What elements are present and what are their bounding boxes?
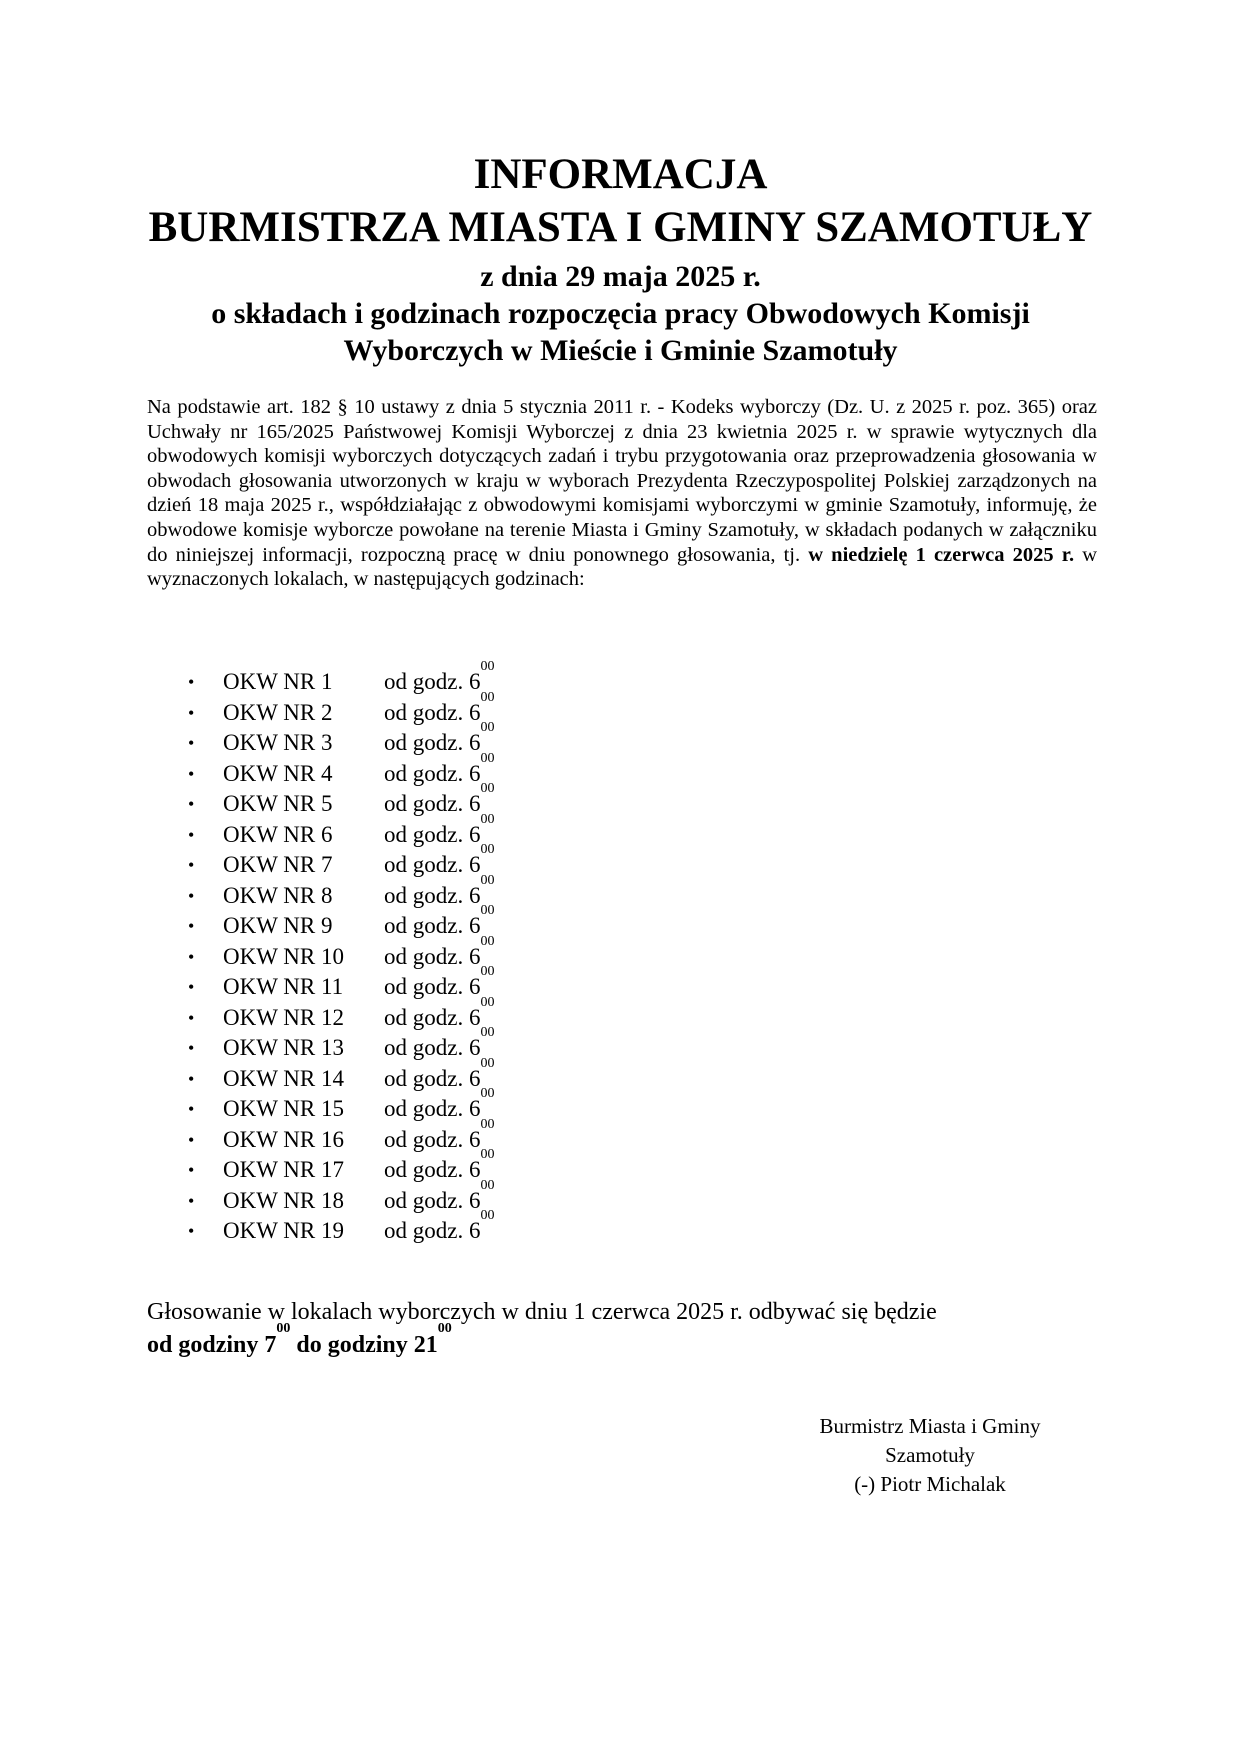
okw-name: OKW NR 3 bbox=[223, 730, 333, 755]
bullet-icon: • bbox=[188, 1038, 195, 1058]
signature-block bbox=[760, 1412, 1100, 1499]
okw-name: OKW NR 15 bbox=[223, 1096, 344, 1121]
voting-from-text: od godziny 7 bbox=[147, 1332, 277, 1358]
okw-start-time bbox=[384, 659, 495, 698]
okw-start-time-hour: od godz. 6 bbox=[384, 1126, 481, 1152]
bullet-icon: • bbox=[188, 1099, 195, 1119]
bullet-icon: • bbox=[188, 916, 195, 936]
okw-start-time-minutes: 00 bbox=[480, 1055, 495, 1071]
bullet-icon: • bbox=[188, 1007, 195, 1028]
okw-start-time-hour: od godz. 6 bbox=[384, 882, 481, 908]
okw-start-time-minutes: 00 bbox=[480, 1025, 495, 1040]
okw-list-item bbox=[0, 1147, 1241, 1186]
document-date: z dnia 29 maja 2025 r. bbox=[480, 260, 761, 293]
okw-start-time-minutes: 00 bbox=[480, 964, 495, 979]
okw-list-item bbox=[0, 659, 1241, 698]
okw-list-item bbox=[0, 781, 1241, 820]
okw-start-time bbox=[384, 933, 495, 973]
voting-hours-line-2 bbox=[147, 1321, 1107, 1362]
okw-start-time-minutes: 00 bbox=[480, 842, 495, 857]
okw-start-time-minutes: 00 bbox=[480, 1086, 495, 1101]
okw-start-time-minutes: 00 bbox=[480, 872, 495, 888]
voting-hours bbox=[147, 1296, 1107, 1362]
okw-start-time bbox=[384, 872, 495, 912]
okw-start-time-minutes: 00 bbox=[480, 811, 495, 827]
okw-start-time bbox=[384, 964, 495, 1003]
okw-start-time bbox=[384, 842, 495, 881]
okw-start-time-hour: od godz. 6 bbox=[384, 1218, 481, 1243]
okw-list-item bbox=[0, 1177, 1241, 1217]
okw-start-time bbox=[384, 1116, 495, 1156]
okw-name: OKW NR 10 bbox=[223, 943, 344, 969]
okw-start-time bbox=[384, 781, 495, 820]
bullet-icon: • bbox=[188, 1160, 195, 1180]
okw-name: OKW NR 19 bbox=[223, 1218, 344, 1243]
okw-start-time-hour: od godz. 6 bbox=[384, 1187, 481, 1213]
okw-list-item bbox=[0, 994, 1241, 1034]
okw-start-time-hour: od godz. 6 bbox=[384, 943, 481, 969]
okw-start-time-hour: od godz. 6 bbox=[384, 791, 481, 816]
document-title: INFORMACJA bbox=[473, 151, 768, 198]
okw-start-time-hour: od godz. 6 bbox=[384, 1004, 481, 1030]
body-paragraph bbox=[147, 395, 1097, 592]
okw-start-time-hour: od godz. 6 bbox=[384, 669, 481, 694]
bullet-icon: • bbox=[188, 977, 195, 997]
okw-start-time bbox=[384, 1086, 495, 1125]
bullet-icon: • bbox=[188, 946, 195, 967]
okw-start-time-minutes: 00 bbox=[480, 933, 495, 949]
voting-from-minutes: 00 bbox=[276, 1321, 291, 1336]
bullet-icon: • bbox=[188, 1129, 195, 1150]
okw-start-time-minutes: 00 bbox=[480, 750, 495, 766]
okw-name: OKW NR 9 bbox=[223, 913, 333, 938]
okw-name: OKW NR 17 bbox=[223, 1157, 344, 1182]
document-authority: BURMISTRZA MIASTA I GMINY SZAMOTUŁY bbox=[148, 204, 1093, 251]
bullet-icon: • bbox=[188, 1068, 195, 1089]
okw-start-time-minutes: 00 bbox=[480, 994, 495, 1010]
okw-start-time-hour: od godz. 6 bbox=[384, 1065, 481, 1091]
okw-list-item bbox=[0, 842, 1241, 881]
body-paragraph-start: Na podstawie art. 182 § 10 ustawy z dnia 5 stycznia 2011 r. - Kodeks wyborczy (Dz. U. z 2025 r. poz. 365) oraz Uchwały nr 165/2025 Państwowej Komisji Wyborczej z dnia 23 kwietnia 2025 r. w sprawie wytycznych dla obwodowych komisji wyborczych dotyczących zadań i trybu przygotowania oraz przeprowadzenia głosowania w obwodach głosowania utworzonych w kraju w wyborach Prezydenta Rzeczypospolitej Polskiej zarządzonych na dzień 18 maja 2025 r., współdziałając z obwodowymi komisjami wyborczymi w gminie Szamotuły, informuję, że obwodowe komisje wyborcze powołane na terenie Miasta i Gminy Szamotuły, w składach podanych w załączniku do niniejszej informacji, rozpoczną pracę w dniu ponownego głosowania, tj. bbox=[147, 396, 1097, 566]
okw-list-item bbox=[0, 964, 1241, 1003]
okw-start-time-minutes: 00 bbox=[480, 659, 495, 674]
signature-line-1: Burmistrz Miasta i Gminy bbox=[819, 1414, 1041, 1438]
voting-hours-line-1: Głosowanie w lokalach wyborczych w dniu 1 czerwca 2025 r. odbywać się będzie bbox=[147, 1299, 937, 1325]
okw-list-item bbox=[0, 1055, 1241, 1095]
okw-list-item bbox=[0, 720, 1241, 759]
voting-to-text: do godziny 21 bbox=[290, 1332, 438, 1358]
bullet-icon: • bbox=[188, 855, 195, 875]
bullet-icon: • bbox=[188, 763, 195, 784]
okw-start-time-minutes: 00 bbox=[480, 1208, 495, 1223]
document-subject-line-2: Wyborczych w Mieście i Gminie Szamotuły bbox=[343, 334, 898, 367]
okw-start-time-hour: od godz. 6 bbox=[384, 1157, 481, 1182]
okw-start-time bbox=[384, 994, 495, 1034]
okw-start-time-hour: od godz. 6 bbox=[384, 1096, 481, 1121]
document-subject-line-1: o składach i godzinach rozpoczęcia pracy Obwodowych Komisji bbox=[211, 297, 1030, 330]
okw-list-item bbox=[0, 872, 1241, 912]
okw-start-time bbox=[384, 689, 495, 729]
bullet-icon: • bbox=[188, 1221, 195, 1241]
okw-list-item bbox=[0, 689, 1241, 729]
bullet-icon: • bbox=[188, 824, 195, 845]
bullet-icon: • bbox=[188, 733, 195, 753]
okw-list-item bbox=[0, 1086, 1241, 1125]
okw-list-item bbox=[0, 750, 1241, 790]
okw-start-time-minutes: 00 bbox=[480, 781, 495, 796]
okw-start-time-hour: od godz. 6 bbox=[384, 1035, 481, 1060]
okw-name: OKW NR 18 bbox=[223, 1187, 344, 1213]
okw-start-time bbox=[384, 1177, 495, 1217]
voting-to-minutes: 00 bbox=[437, 1321, 452, 1336]
bullet-icon: • bbox=[188, 1190, 195, 1211]
okw-name: OKW NR 1 bbox=[223, 669, 333, 694]
okw-start-time bbox=[384, 720, 495, 759]
okw-list-item bbox=[0, 1025, 1241, 1064]
okw-list-item bbox=[0, 1208, 1241, 1247]
okw-start-time-minutes: 00 bbox=[480, 1147, 495, 1162]
body-paragraph-date-emphasis: w niedzielę 1 czerwca 2025 r. bbox=[808, 543, 1075, 566]
bullet-icon: • bbox=[188, 702, 195, 723]
signature-line-3: (-) Piotr Michalak bbox=[854, 1472, 1006, 1496]
okw-start-time bbox=[384, 750, 495, 790]
signature-line-2: Szamotuły bbox=[885, 1443, 975, 1467]
okw-start-time-minutes: 00 bbox=[480, 689, 495, 705]
okw-start-time-minutes: 00 bbox=[480, 1177, 495, 1193]
okw-name: OKW NR 6 bbox=[223, 821, 333, 847]
okw-start-time-hour: od godz. 6 bbox=[384, 852, 481, 877]
okw-name: OKW NR 13 bbox=[223, 1035, 344, 1060]
okw-start-time-hour: od godz. 6 bbox=[384, 913, 481, 938]
bullet-icon: • bbox=[188, 885, 195, 906]
okw-start-time bbox=[384, 811, 495, 851]
okw-list bbox=[0, 659, 1241, 1247]
okw-name: OKW NR 7 bbox=[223, 852, 333, 877]
okw-start-time bbox=[384, 1055, 495, 1095]
okw-list-item bbox=[0, 933, 1241, 973]
okw-name: OKW NR 2 bbox=[223, 699, 333, 725]
okw-name: OKW NR 5 bbox=[223, 791, 333, 816]
bullet-icon: • bbox=[188, 794, 195, 814]
okw-start-time bbox=[384, 1147, 495, 1186]
okw-start-time bbox=[384, 903, 495, 942]
okw-start-time bbox=[384, 1208, 495, 1247]
okw-start-time-minutes: 00 bbox=[480, 903, 495, 918]
okw-name: OKW NR 16 bbox=[223, 1126, 344, 1152]
okw-list-item bbox=[0, 1116, 1241, 1156]
okw-start-time bbox=[384, 1025, 495, 1064]
okw-start-time-minutes: 00 bbox=[480, 720, 495, 735]
okw-start-time-hour: od godz. 6 bbox=[384, 699, 481, 725]
bullet-icon: • bbox=[188, 672, 195, 692]
okw-name: OKW NR 11 bbox=[223, 974, 344, 999]
okw-name: OKW NR 4 bbox=[223, 760, 333, 786]
okw-list-item bbox=[0, 903, 1241, 942]
okw-name: OKW NR 12 bbox=[223, 1004, 344, 1030]
okw-name: OKW NR 14 bbox=[223, 1065, 344, 1091]
body-paragraph-end: w wyznaczonych lokalach, w następujących godzinach: bbox=[147, 543, 1097, 591]
okw-start-time-hour: od godz. 6 bbox=[384, 730, 481, 755]
okw-start-time-minutes: 00 bbox=[480, 1116, 495, 1132]
okw-start-time-hour: od godz. 6 bbox=[384, 974, 481, 999]
okw-name: OKW NR 8 bbox=[223, 882, 333, 908]
okw-list-item bbox=[0, 811, 1241, 851]
okw-start-time-hour: od godz. 6 bbox=[384, 821, 481, 847]
okw-start-time-hour: od godz. 6 bbox=[384, 760, 481, 786]
